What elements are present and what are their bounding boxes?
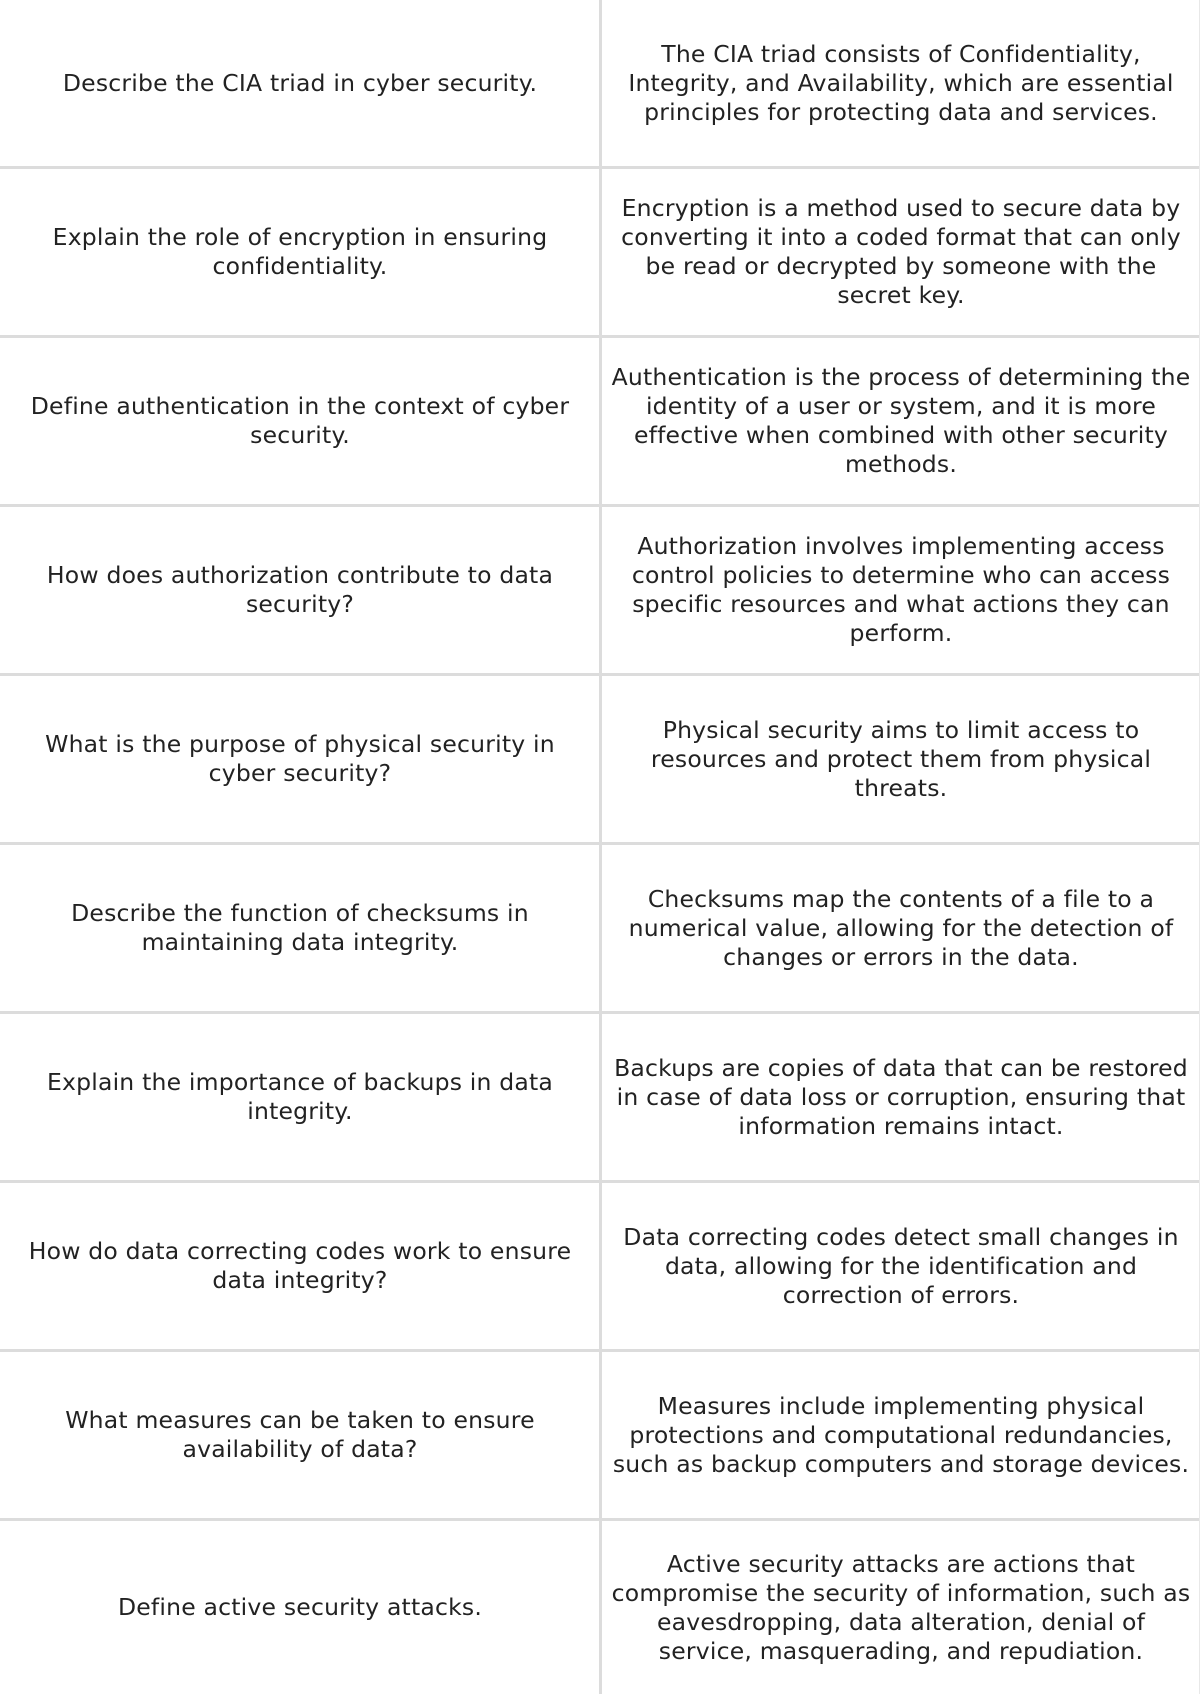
answer-cell: Active security attacks are actions that compromise the security of information, such as eavesdropping, data alteration, denial of service, masquerading, and repudiation. <box>611 1549 1191 1665</box>
answer-cell: The CIA triad consists of Confidentiality, Integrity, and Availability, which are essential principles for protecting data and services. <box>628 39 1174 126</box>
question-cell: What measures can be taken to ensure availability of data? <box>65 1406 535 1463</box>
column-divider <box>599 0 602 1694</box>
question-cell: Describe the CIA triad in cyber security. <box>62 68 538 97</box>
question-cell: Explain the role of encryption in ensuring confidentiality. <box>52 223 548 280</box>
question-cell: Describe the function of checksums in maintaining data integrity. <box>71 899 529 956</box>
question-cell: Define active security attacks. <box>117 1593 483 1621</box>
answer-cell: Authentication is the process of determining the identity of a user or system, and it is more effective when combined with other security methods. <box>611 363 1191 478</box>
answer-cell: Physical security aims to limit access to resources and protect them from physical threats. <box>650 715 1152 802</box>
question-cell: Define authentication in the context of cyber security. <box>30 392 570 449</box>
answer-cell: Backups are copies of data that can be restored in case of data loss or corruption, ensuring that information remains intact. <box>614 1053 1188 1140</box>
question-cell: How do data correcting codes work to ensure data integrity? <box>28 1237 572 1294</box>
answer-cell: Measures include implementing physical protections and computational redundancies, such as backup computers and storage devices. <box>612 1391 1190 1478</box>
answer-cell: Checksums map the contents of a file to a numerical value, allowing for the detection of changes or errors in the data. <box>628 884 1174 971</box>
question-cell: What is the purpose of physical security in cyber security? <box>45 730 555 787</box>
answer-cell: Authorization involves implementing access control policies to determine who can access specific resources and what actions they can perform. <box>631 532 1171 647</box>
answer-cell: Encryption is a method used to secure data by converting it into a coded format that can only be read or decrypted by someone with the secret key. <box>621 194 1181 309</box>
question-cell: Explain the importance of backups in data integrity. <box>46 1068 554 1125</box>
answer-cell: Data correcting codes detect small changes in data, allowing for the identification and correction of errors. <box>623 1222 1179 1309</box>
question-cell: How does authorization contribute to data security? <box>46 561 554 618</box>
